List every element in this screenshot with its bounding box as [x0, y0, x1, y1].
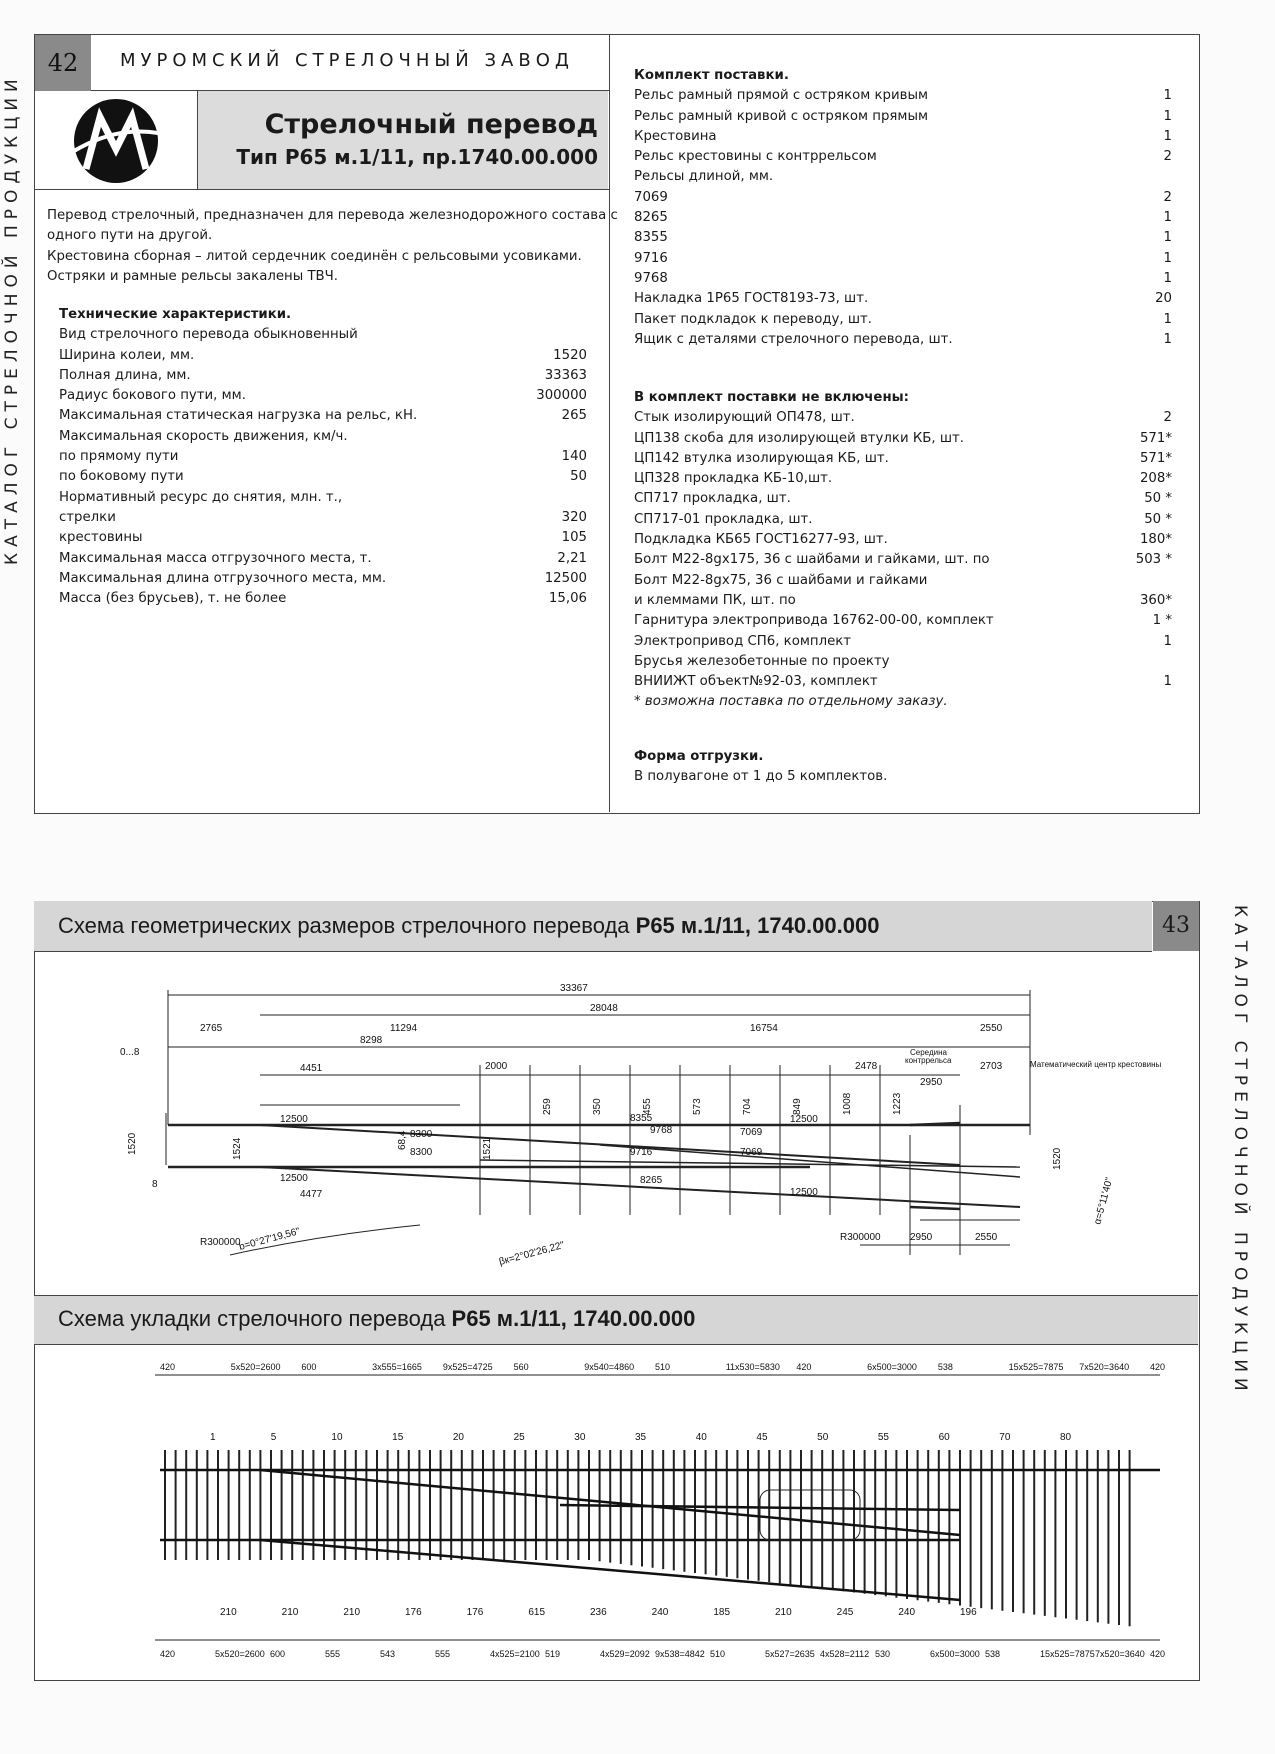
kit-title: Комплект поставки. [634, 68, 789, 83]
kit-label: 8265 [634, 210, 668, 226]
excl-value: 180* [1139, 532, 1172, 548]
excl-value: 571* [1139, 450, 1172, 466]
svg-text:8355: 8355 [630, 1113, 653, 1124]
layout-label: 35 [635, 1432, 647, 1443]
tech-specs [59, 305, 587, 609]
svg-text:2765: 2765 [200, 1023, 223, 1034]
spec-label: Полная длина, мм. [59, 367, 191, 383]
spec-value: 2,21 [557, 550, 587, 566]
svg-text:9716: 9716 [630, 1147, 653, 1158]
title-cell [198, 91, 608, 190]
layout-label: 555 [435, 1649, 451, 1659]
layout-label: 420 [1150, 1649, 1166, 1659]
layout-label: 543 [380, 1649, 396, 1659]
svg-text:33367: 33367 [560, 983, 588, 994]
excl-label: Брусья железобетонные по проекту [634, 653, 890, 669]
kit-value: 1 [1163, 88, 1172, 104]
layout-label: 4x529=2092 [600, 1649, 650, 1659]
svg-text:контррельса: контррельса [905, 1056, 952, 1065]
kit-value: 1 [1163, 270, 1172, 286]
layout-label: 420 [160, 1649, 176, 1659]
kit-label: Накладка 1Р65 ГОСТ8193-73, шт. [634, 291, 869, 307]
layout-label: 9x538=4842 [655, 1649, 705, 1659]
tech-title: Технические характеристики. [59, 307, 292, 322]
excl-value: 503 * [1135, 552, 1172, 568]
kit-value: 2 [1163, 149, 1172, 165]
layout-label: 176 [405, 1607, 422, 1618]
svg-text:α=5°11'40": α=5°11'40" [1092, 1176, 1116, 1226]
excl-label: Подкладка КБ65 ГОСТ16277-93, шт. [634, 532, 888, 548]
excl-label: ЦП328 прокладка КБ-10,шт. [634, 471, 833, 487]
excl-value: 2 [1163, 410, 1172, 426]
spec-value: 15,06 [548, 591, 587, 607]
svg-text:350: 350 [592, 1098, 603, 1115]
svg-text:Математический центр крестовин: Математический центр крестовины [1030, 1060, 1162, 1069]
spec-label: Нормативный ресурс до снятия, млн. т., [59, 489, 343, 505]
kit-label: Рельс рамный кривой с остряком прямым [634, 108, 928, 124]
layout-label: 5x527=2635 [765, 1649, 815, 1659]
spec-value: 105 [561, 530, 587, 546]
spec-label: Вид стрелочного перевода обыкновенный [59, 327, 358, 343]
layout-label: 210 [281, 1607, 299, 1618]
layout-label: 7x520=3640 [1095, 1649, 1145, 1659]
side-caption-right: КАТАЛОГ СТРЕЛОЧНОЙ ПРОДУКЦИИ [1230, 905, 1250, 1397]
svg-text:Середина: Середина [910, 1048, 947, 1057]
layout-label: 80 [1060, 1432, 1072, 1443]
svg-text:8265: 8265 [640, 1175, 663, 1186]
svg-text:8298: 8298 [360, 1035, 383, 1046]
layout-label: 245 [836, 1607, 854, 1618]
excl-label: Болт М22-8gх75, 36 с шайбами и гайками [634, 572, 928, 588]
kit-label: 9768 [634, 270, 668, 286]
svg-text:2950: 2950 [920, 1077, 943, 1088]
svg-text:2000: 2000 [485, 1061, 508, 1072]
excl-value: 208* [1139, 471, 1172, 487]
svg-text:b=0°27'19,56": b=0°27'19,56" [237, 1226, 302, 1253]
intro-line: Перевод стрелочный, предназначен для перевода железнодорожного состава с [47, 208, 618, 223]
layout-label: 55 [877, 1432, 889, 1443]
svg-text:1524: 1524 [232, 1137, 243, 1160]
layout-label: 555 [325, 1649, 341, 1659]
layout-label: 210 [343, 1607, 361, 1618]
kit-label: 8355 [634, 230, 668, 246]
excl-label: ЦП138 скоба для изолирующей втулки КБ, шт. [634, 430, 964, 446]
spec-label: стрелки [59, 509, 116, 525]
logo-cell [34, 91, 198, 190]
spec-value: 50 [570, 469, 587, 485]
kit-value: 1 [1163, 331, 1172, 347]
layout-label: 600 [270, 1649, 286, 1659]
svg-text:4451: 4451 [300, 1063, 323, 1074]
excl-value: 1 * [1152, 613, 1172, 629]
layout-label: 25 [513, 1432, 525, 1443]
excl-label: ЦП142 втулка изолирующая КБ, шт. [634, 450, 889, 466]
layout-label: 3x555=1665 [372, 1362, 422, 1372]
spec-value: 140 [561, 449, 587, 465]
layout-label: 4x528=2112 [820, 1649, 870, 1659]
svg-text:2478: 2478 [855, 1061, 878, 1072]
svg-text:2550: 2550 [975, 1232, 998, 1243]
product-title: Стрелочный перевод [264, 109, 598, 140]
kit-label: Рельс рамный прямой с остряком кривым [634, 88, 928, 104]
layout-label: 50 [817, 1432, 829, 1443]
svg-text:9768: 9768 [650, 1125, 673, 1136]
layout-label: 5x520=2600 [230, 1362, 281, 1372]
layout-label: 196 [960, 1607, 977, 1618]
excl-value: 1 [1163, 674, 1172, 690]
excl-value: 50 * [1144, 491, 1172, 507]
layout-label: 6x500=3000 [930, 1649, 980, 1659]
layout-label: 560 [513, 1362, 529, 1372]
layout-label: 519 [545, 1649, 561, 1659]
excl-label: Болт М22-8gх175, 36 с шайбами и гайками, шт. по [634, 552, 990, 568]
side-caption-left: КАТАЛОГ СТРЕЛОЧНОЙ ПРОДУКЦИИ [2, 73, 22, 565]
layout-label: 15x525=7875 [1040, 1649, 1095, 1659]
layout-label: 5 [270, 1432, 277, 1443]
layout-label: 7x520=3640 [1079, 1362, 1130, 1372]
page-number-43: 43 [1153, 901, 1199, 951]
layout-label: 538 [985, 1649, 1001, 1659]
layout-label: 9x540=4860 [584, 1362, 635, 1372]
layout-label: 530 [875, 1649, 891, 1659]
layout-label: 11x530=5830 [725, 1362, 780, 1372]
spec-value: 33363 [544, 367, 587, 383]
factory-name: МУРОМСКИЙ СТРЕЛОЧНЫЙ ЗАВОД [120, 50, 574, 71]
layout-label: 510 [655, 1362, 671, 1372]
svg-text:12500: 12500 [790, 1187, 818, 1198]
kit-value: 1 [1163, 128, 1172, 144]
intro-line: Остряки и рамные рельсы закалены ТВЧ. [47, 268, 339, 284]
spec-value: 320 [561, 509, 587, 525]
layout-label: 538 [937, 1362, 953, 1372]
layout-label: 176 [466, 1607, 484, 1618]
spec-label: Максимальная статическая нагрузка на рельс, кН. [59, 408, 418, 424]
svg-text:1520: 1520 [1052, 1147, 1063, 1170]
svg-text:2703: 2703 [980, 1061, 1003, 1072]
layout-label: 70 [999, 1432, 1011, 1443]
svg-text:4477: 4477 [300, 1189, 323, 1200]
layout-label: 9x525=4725 [442, 1362, 493, 1372]
excluded-list [634, 388, 1172, 713]
spec-label: Ширина колеи, мм. [59, 347, 195, 363]
spec-label: Максимальная масса отгрузочного места, т. [59, 550, 372, 566]
scheme-2-title: Схема укладки стрелочного перевода Р65 м.1/11, 1740.00.000 [58, 1306, 696, 1331]
layout-label: 615 [528, 1607, 546, 1618]
kit-value: 1 [1163, 210, 1172, 226]
shipping-text: В полувагоне от 1 до 5 комплектов. [634, 769, 888, 785]
kit-value: 1 [1163, 311, 1172, 327]
layout-label: 210 [220, 1607, 237, 1618]
svg-text:0...8: 0...8 [120, 1047, 140, 1058]
svg-text:7069: 7069 [740, 1127, 763, 1138]
excl-value: 50 * [1144, 511, 1172, 527]
layout-label: 240 [898, 1607, 916, 1618]
kit-label: 9716 [634, 250, 668, 266]
excl-label: и клеммами ПК, шт. по [634, 592, 796, 608]
spec-label: крестовины [59, 530, 143, 546]
svg-text:2550: 2550 [980, 1023, 1003, 1034]
layout-label: 1 [210, 1432, 216, 1443]
layout-label: 30 [574, 1432, 586, 1443]
svg-text:455: 455 [642, 1098, 653, 1115]
layout-label: 5x520=2600 [215, 1649, 265, 1659]
layout-label: 60 [938, 1432, 950, 1443]
intro-line: одного пути на другой. [47, 228, 213, 244]
layout-label: 185 [713, 1607, 731, 1618]
svg-text:8: 8 [152, 1179, 158, 1190]
layout-label: 6x500=3000 [867, 1362, 917, 1372]
excluded-note: * возможна поставка по отдельному заказу. [634, 694, 948, 710]
spec-value: 1520 [553, 347, 587, 363]
spec-label: Максимальная длина отгрузочного места, мм. [59, 570, 387, 586]
layout-label: 40 [695, 1432, 707, 1443]
kit-label: 7069 [634, 189, 668, 205]
svg-text:βк=2°02'26,22": βк=2°02'26,22" [497, 1239, 566, 1268]
svg-text:7069: 7069 [740, 1147, 763, 1158]
layout-label: 240 [651, 1607, 669, 1618]
kit-label: Крестовина [634, 128, 717, 144]
svg-text:1520: 1520 [127, 1132, 138, 1155]
excl-label: Стык изолирующий ОП478, шт. [634, 410, 855, 426]
product-subtitle: Тип Р65 м.1/11, пр.1740.00.000 [236, 145, 598, 169]
layout-label: 420 [1150, 1362, 1166, 1372]
excl-label: СП717 прокладка, шт. [634, 491, 791, 507]
layout-label: 4x525=2100 [490, 1649, 540, 1659]
spec-value: 300000 [536, 388, 587, 404]
layout-label: 420 [796, 1362, 812, 1372]
svg-text:259: 259 [542, 1098, 553, 1115]
spec-value: 12500 [544, 570, 587, 586]
svg-text:28048: 28048 [590, 1003, 618, 1014]
excl-value: 571* [1139, 430, 1172, 446]
kit-list [634, 66, 1172, 350]
svg-text:8300: 8300 [410, 1129, 433, 1140]
layout-label: 45 [756, 1432, 768, 1443]
layout-label: 236 [590, 1607, 607, 1618]
spec-label: Радиус бокового пути, мм. [59, 388, 246, 404]
excl-label: Гарнитура электропривода 16762-00-00, комплект [634, 613, 994, 629]
kit-label: Пакет подкладок к переводу, шт. [634, 311, 872, 327]
svg-text:R300000: R300000 [840, 1232, 881, 1243]
svg-text:2950: 2950 [910, 1232, 933, 1243]
layout-diagram [60, 1345, 1190, 1675]
kit-label: Рельс крестовины с контррельсом [634, 149, 877, 165]
svg-text:8300: 8300 [410, 1147, 433, 1158]
layout-label: 420 [160, 1362, 176, 1372]
layout-label: 15 [392, 1432, 404, 1443]
kit-value: 2 [1163, 189, 1172, 205]
svg-text:573: 573 [692, 1098, 703, 1115]
svg-text:849: 849 [792, 1098, 803, 1115]
layout-label: 20 [452, 1432, 464, 1443]
kit-value: 20 [1155, 291, 1172, 307]
svg-text:12500: 12500 [280, 1173, 308, 1184]
layout-label: 600 [301, 1362, 317, 1372]
kit-label: Рельсы длиной, мм. [634, 169, 774, 185]
kit-value: 1 [1163, 230, 1172, 246]
kit-value: 1 [1163, 108, 1172, 124]
shipping-title: Форма отгрузки. [634, 749, 764, 764]
scheme-1-title: Схема геометрических размеров стрелочного перевода Р65 м.1/11, 1740.00.000 [58, 913, 880, 938]
spec-label: Максимальная скорость движения, км/ч. [59, 428, 348, 444]
spec-value: 265 [561, 408, 587, 424]
svg-text:704: 704 [742, 1098, 753, 1115]
intro-text [47, 206, 618, 287]
layout-label: 510 [710, 1649, 726, 1659]
spec-label: Масса (без брусьев), т. не более [59, 591, 287, 607]
excluded-title: В комплект поставки не включены: [634, 390, 909, 405]
intro-line: Крестовина сборная – литой сердечник соединён с рельсовыми усовиками. [47, 248, 582, 264]
layout-label: 15x525=7875 [1008, 1362, 1064, 1372]
svg-text:1008: 1008 [842, 1092, 853, 1115]
spec-label: по прямому пути [59, 449, 179, 465]
geometry-diagram [60, 955, 1190, 1290]
kit-value: 1 [1163, 250, 1172, 266]
excl-label: ВНИИЖТ объект№92-03, комплект [634, 674, 878, 690]
layout-label: 210 [775, 1607, 792, 1618]
svg-text:16754: 16754 [750, 1023, 778, 1034]
svg-text:12500: 12500 [790, 1114, 818, 1125]
svg-text:11294: 11294 [390, 1023, 418, 1034]
svg-text:R300000: R300000 [200, 1237, 241, 1248]
svg-text:68,4: 68,4 [397, 1130, 408, 1150]
excl-value: 360* [1139, 592, 1172, 608]
page-number-42: 42 [35, 35, 91, 91]
spec-label: по боковому пути [59, 469, 184, 485]
layout-label: 10 [331, 1432, 343, 1443]
shipping [634, 747, 887, 788]
excl-label: СП717-01 прокладка, шт. [634, 511, 813, 527]
svg-text:1521: 1521 [482, 1137, 493, 1160]
factory-logo [34, 91, 197, 189]
excl-value: 1 [1163, 633, 1172, 649]
kit-label: Ящик с деталями стрелочного перевода, шт. [634, 331, 953, 347]
svg-text:1223: 1223 [892, 1092, 903, 1115]
excl-label: Электропривод СП6, комплект [634, 633, 852, 649]
svg-text:12500: 12500 [280, 1114, 308, 1125]
